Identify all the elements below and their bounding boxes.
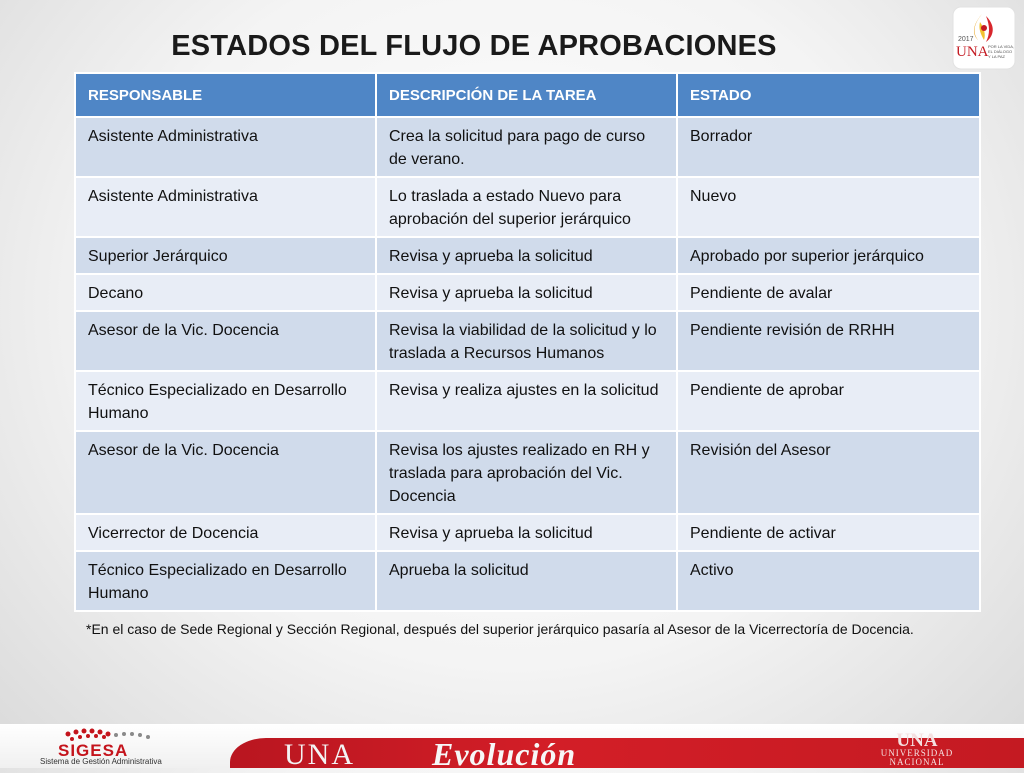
logo-motto: POR LA VIDA, EL DIÁLOGO Y LA PAZ bbox=[988, 44, 1015, 59]
cell-estado: Revisión del Asesor bbox=[677, 431, 980, 514]
table-row bbox=[75, 551, 980, 611]
una-logo-universidad: UNIVERSIDAD bbox=[880, 748, 954, 758]
page-title: ESTADOS DEL FLUJO DE APROBACIONES bbox=[171, 30, 777, 62]
una-logo-nacional: NACIONAL bbox=[889, 757, 945, 767]
cell-descripcion: Crea la solicitud para pago de curso de verano. bbox=[376, 117, 677, 177]
banner-evolucion-text: Evolución bbox=[432, 736, 577, 772]
table-row bbox=[75, 431, 980, 514]
cell-descripcion: Revisa la viabilidad de la solicitud y lo traslada a Recursos Humanos bbox=[376, 311, 677, 371]
una-university-logo bbox=[852, 730, 982, 768]
table-row bbox=[75, 117, 980, 177]
table-row bbox=[75, 371, 980, 431]
cell-responsable: Decano bbox=[75, 274, 376, 311]
logo-year: 2017 bbox=[958, 36, 974, 43]
cell-responsable: Asistente Administrativa bbox=[75, 117, 376, 177]
cell-responsable: Técnico Especializado en Desarrollo Humano bbox=[75, 551, 376, 611]
table-row bbox=[75, 274, 980, 311]
sigesa-subtitle: Sistema de Gestión Administrativa bbox=[40, 757, 162, 766]
cell-estado: Pendiente de activar bbox=[677, 514, 980, 551]
table-row bbox=[75, 177, 980, 237]
cell-responsable: Vicerrector de Docencia bbox=[75, 514, 376, 551]
cell-estado: Pendiente de aprobar bbox=[677, 371, 980, 431]
logo-una-text: UNA bbox=[956, 44, 989, 60]
cell-estado: Pendiente revisión de RRHH bbox=[677, 311, 980, 371]
header-estado: ESTADO bbox=[677, 73, 980, 117]
cell-responsable: Asesor de la Vic. Docencia bbox=[75, 311, 376, 371]
approval-flow-table bbox=[74, 72, 981, 612]
sigesa-name: SIGESA bbox=[58, 741, 129, 760]
table-row bbox=[75, 237, 980, 274]
header-descripcion: DESCRIPCIÓN DE LA TAREA bbox=[376, 73, 677, 117]
cell-descripcion: Aprueba la solicitud bbox=[376, 551, 677, 611]
cell-responsable: Técnico Especializado en Desarrollo Humano bbox=[75, 371, 376, 431]
table-row bbox=[75, 311, 980, 371]
cell-descripcion: Revisa y aprueba la solicitud bbox=[376, 237, 677, 274]
cell-estado: Nuevo bbox=[677, 177, 980, 237]
cell-descripcion: Revisa los ajustes realizado en RH y traslada para aprobación del Vic. Docencia bbox=[376, 431, 677, 514]
una-anniversary-logo bbox=[952, 6, 1016, 70]
table-row bbox=[75, 514, 980, 551]
una-logo-text: UNA bbox=[896, 730, 938, 751]
cell-estado: Pendiente de avalar bbox=[677, 274, 980, 311]
header-responsable: RESPONSABLE bbox=[75, 73, 376, 117]
banner-una-text: UNA bbox=[284, 738, 355, 771]
table-header-row bbox=[75, 73, 980, 117]
cell-descripcion: Revisa y realiza ajustes en la solicitud bbox=[376, 371, 677, 431]
cell-descripcion: Revisa y aprueba la solicitud bbox=[376, 514, 677, 551]
cell-responsable: Superior Jerárquico bbox=[75, 237, 376, 274]
footnote: *En el caso de Sede Regional y Sección Regional, después del superior jerárquico pasaría al Asesor de la Vicerrectoría de Docencia. bbox=[86, 621, 914, 637]
cell-responsable: Asistente Administrativa bbox=[75, 177, 376, 237]
cell-descripcion: Revisa y aprueba la solicitud bbox=[376, 274, 677, 311]
cell-estado: Activo bbox=[677, 551, 980, 611]
cell-estado: Aprobado por superior jerárquico bbox=[677, 237, 980, 274]
cell-responsable: Asesor de la Vic. Docencia bbox=[75, 431, 376, 514]
cell-descripcion: Lo traslada a estado Nuevo para aprobación del superior jerárquico bbox=[376, 177, 677, 237]
cell-estado: Borrador bbox=[677, 117, 980, 177]
